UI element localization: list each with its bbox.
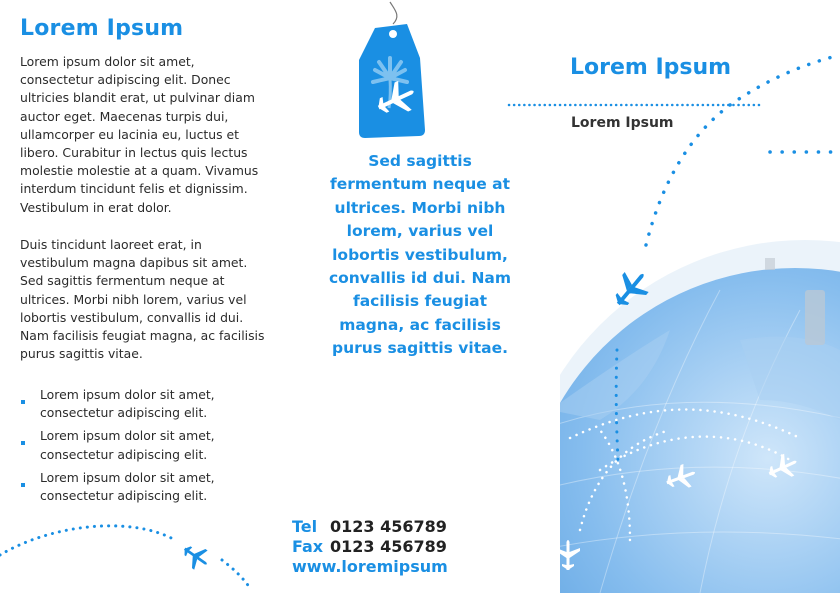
contact-block <box>292 517 448 577</box>
globe-image <box>560 0 840 593</box>
left-paragraph-2: Duis tincidunt laoreet erat, in vestibulum magna dapibus sit amet. Sed sagittis fermentum neque at ultrices. Morbi nibh lorem, varius vel lobortis vestibulum, convallis id dui. Nam facilisis feugiat magna, ac facilisis purus sagittis vitae. <box>20 237 265 362</box>
left-paragraph-1: Lorem ipsum dolor sit amet, consectetur adipiscing elit. Donec ultricies blandit erat, ut pulvinar diam auctor eget. Maecenas turpis dui, ullamcorper eu lacinia eu, luctus et libero. Curabitur in lectus quis lectus molestie molestie at a quam. Vivamus interdum tincidunt felis et dignissim. Vestibulum in erat dolor. <box>20 54 259 215</box>
bullet-text: Lorem ipsum dolor sit amet, consectetur adipiscing elit. <box>40 428 215 462</box>
fax-label: Fax <box>292 537 324 556</box>
middle-panel <box>280 0 560 593</box>
right-panel <box>560 0 840 593</box>
bullet-text: Lorem ipsum dolor sit amet, consectetur adipiscing elit. <box>40 387 215 421</box>
fax-value: 0123 456789 <box>330 537 447 556</box>
right-subtitle: Lorem Ipsum <box>571 115 674 131</box>
bullet-text: Lorem ipsum dolor sit amet, consectetur adipiscing elit. <box>40 469 215 504</box>
left-panel <box>0 0 280 593</box>
tel-label: Tel <box>292 517 318 536</box>
tel-value[interactable]: 0123 456789 <box>330 517 447 536</box>
right-title: Lorem Ipsum <box>570 55 732 80</box>
luggage-tag-icon <box>345 0 435 145</box>
website-link[interactable]: www.loremipsum <box>292 557 448 576</box>
feature-quote: Sed sagittis fermentum neque at ultrices. Morbi nibh lorem, varius vel lobortis vestibulum, convallis id dui. Nam facilisis feugiat magna, ac facilisis purus sagittis vitae. <box>328 152 512 358</box>
dotted-flight-path-left <box>0 0 280 593</box>
left-title: Lorem Ipsum <box>20 16 184 41</box>
airplane-icon <box>178 539 214 574</box>
